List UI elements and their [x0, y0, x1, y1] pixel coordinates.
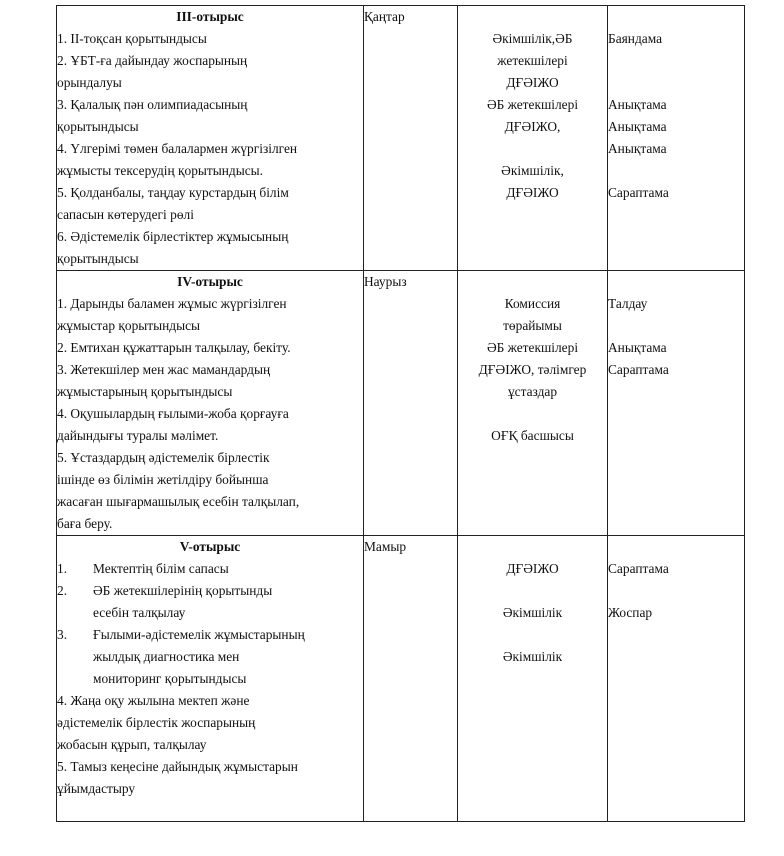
item-number: 3.: [57, 627, 68, 642]
responsible-line: [458, 403, 607, 425]
form-line: [608, 271, 744, 293]
form-line: Анықтама: [608, 141, 667, 156]
agenda-line: 2. ҰБТ-ға дайындау жоспарының: [57, 53, 248, 68]
form-line: Сараптама: [608, 185, 669, 200]
agenda-line: жылдық диагностика мен: [93, 649, 240, 664]
responsible-line: ДҒӘІЖО,: [504, 119, 561, 134]
month-label: Мамыр: [364, 539, 407, 554]
items-list: [57, 293, 363, 535]
month-cell: [364, 536, 458, 822]
plan-table: [56, 5, 745, 822]
responsible-line: [458, 6, 607, 28]
form-line: [608, 536, 744, 558]
plan-table-body: [57, 6, 745, 822]
item-number: 2.: [57, 583, 68, 598]
responsible-list: [458, 6, 607, 204]
form-line: Анықтама: [608, 97, 667, 112]
responsible-list: [458, 271, 607, 447]
agenda-line: дайындығы туралы мәлімет.: [57, 428, 219, 443]
item-text: ӘБ жетекшілерінің қорытынды: [93, 583, 273, 598]
month-label: Наурыз: [364, 274, 407, 289]
form-line: Анықтама: [608, 119, 667, 134]
responsible-line: ОҒҚ басшысы: [491, 428, 574, 443]
form-line: Анықтама: [608, 340, 667, 355]
agenda-line: ішінде өз білімін жетілдіру бойынша: [57, 472, 269, 487]
responsible-line: ӘБ жетекшілері: [486, 340, 579, 355]
agenda-line: 3. Жетекшілер мен жас мамандардың: [57, 362, 271, 377]
responsible-line: ұстаздар: [507, 384, 558, 399]
agenda-line: орындалуы: [57, 75, 122, 90]
forms-list: [608, 6, 744, 204]
agenda-line: 4. Жаңа оқу жылына мектеп және: [57, 693, 250, 708]
agenda-line: 4. Оқушылардың ғылыми-жоба қорғауға: [57, 406, 289, 421]
agenda-line: қорытындысы: [57, 251, 139, 266]
agenda-line: жұмыстарының қорытындысы: [57, 384, 233, 399]
month-cell: [364, 6, 458, 271]
agenda-cell: [57, 536, 364, 822]
agenda-line: мониторинг қорытындысы: [93, 671, 247, 686]
forms-list: [608, 271, 744, 381]
agenda-line: 4. Үлгерімі төмен балалармен жүргізілген: [57, 141, 298, 156]
form-line: [608, 72, 744, 94]
item-number: 1.: [57, 561, 68, 576]
agenda-line: сапасын көтерудегі рөлі: [57, 207, 194, 222]
responsible-line: ДҒӘІЖО, тәлімгер: [478, 362, 587, 377]
item-text: Мектептің білім сапасы: [93, 561, 229, 576]
responsible-line: Әкімшілік: [502, 605, 563, 620]
table-row: [57, 271, 745, 536]
responsible-line: ДҒӘІЖО: [506, 75, 559, 90]
responsible-line: Комиссия: [504, 296, 561, 311]
agenda-line: жұмысты тексерудің қорытындысы.: [57, 163, 263, 178]
responsible-line: [458, 580, 607, 602]
agenda-line: 5. Тамыз кеңесіне дайындық жұмыстарын: [57, 759, 298, 774]
agenda-line: 6. Әдістемелік бірлестіктер жұмысының: [57, 229, 289, 244]
agenda-line: жасаған шығармашылық есебін талқылап,: [57, 494, 300, 509]
table-row: [57, 536, 745, 822]
agenda-line: қорытындысы: [57, 119, 139, 134]
agenda-line: есебін талқылау: [93, 605, 186, 620]
responsible-line: төрайымы: [503, 318, 562, 333]
session-title: V-отырыс: [179, 539, 241, 554]
responsible-line: ДҒӘІЖО: [506, 561, 559, 576]
table-row: [57, 6, 745, 271]
session-title: ІV-отырыс: [177, 274, 243, 289]
forms-list: [608, 536, 744, 624]
agenda-line: [57, 580, 363, 602]
agenda-cell: [57, 271, 364, 536]
item-text: Ғылыми-әдістемелік жұмыстарының: [93, 627, 305, 642]
responsible-cell: [458, 271, 608, 536]
responsible-line: [458, 271, 607, 293]
agenda-line: 3. Қалалық пән олимпиадасының: [57, 97, 248, 112]
items-list: [57, 690, 363, 800]
agenda-line: жобасын құрып, талқылау: [57, 737, 207, 752]
session-title: ІІІ-отырыс: [176, 9, 244, 24]
responsible-line: Әкімшілік,ӘБ: [492, 31, 573, 46]
agenda-line: баға беру.: [57, 516, 113, 531]
form-line: [608, 50, 744, 72]
responsible-line: Әкімшілік,: [501, 163, 564, 178]
responsible-line: [458, 536, 607, 558]
responsible-line: [458, 624, 607, 646]
form-line: Жоспар: [608, 605, 653, 620]
agenda-cell: [57, 6, 364, 271]
agenda-line: 5. Қолданбалы, таңдау курстардың білім: [57, 185, 289, 200]
month-label: Қаңтар: [364, 9, 405, 24]
responsible-line: ДҒӘІЖО: [506, 185, 559, 200]
responsible-line: ӘБ жетекшілері: [486, 97, 579, 112]
responsible-line: жетекшілері: [497, 53, 568, 68]
agenda-line: әдістемелік бірлестік жоспарының: [57, 715, 256, 730]
month-cell: [364, 271, 458, 536]
agenda-line: 2. Емтихан құжаттарын талқылау, бекіту.: [57, 340, 291, 355]
agenda-line: жұмыстар қорытындысы: [57, 318, 201, 333]
form-line: Сараптама: [608, 362, 669, 377]
responsible-list: [458, 536, 607, 668]
agenda-line: [57, 558, 363, 580]
responsible-line: Әкімшілік: [502, 649, 563, 664]
form-cell: [608, 271, 745, 536]
form-line: [608, 6, 744, 28]
form-line: [608, 160, 744, 182]
responsible-line: [458, 138, 607, 160]
items-list: [57, 28, 363, 270]
responsible-cell: [458, 536, 608, 822]
responsible-cell: [458, 6, 608, 271]
form-cell: [608, 6, 745, 271]
numbered-list: [57, 558, 363, 690]
agenda-line: ұйымдастыру: [57, 781, 136, 796]
form-line: [608, 580, 744, 602]
form-line: [608, 315, 744, 337]
agenda-line: 5. Ұстаздардың әдістемелік бірлестік: [57, 450, 270, 465]
form-line: Талдау: [608, 296, 648, 311]
form-line: Баяндама: [608, 31, 663, 46]
agenda-line: [57, 624, 363, 646]
form-line: Сараптама: [608, 561, 669, 576]
agenda-line: 1. Дарынды баламен жұмыс жүргізілген: [57, 296, 287, 311]
form-cell: [608, 536, 745, 822]
agenda-line: 1. ІІ-тоқсан қорытындысы: [57, 31, 207, 46]
